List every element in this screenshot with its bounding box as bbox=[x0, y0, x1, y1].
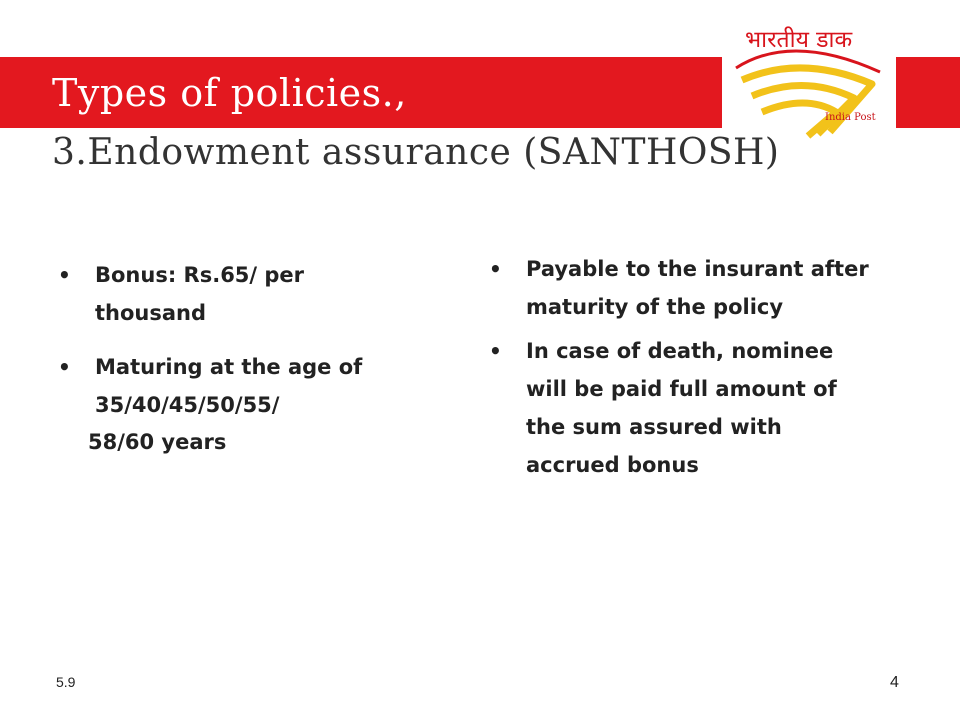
left-bullet-list bbox=[58, 256, 418, 440]
bullet-item bbox=[489, 332, 879, 484]
bullet-item bbox=[489, 250, 879, 326]
bullet-continuation: 58/60 years bbox=[88, 430, 227, 454]
bullet-text: Bonus: Rs.65/ per thousand bbox=[95, 263, 305, 325]
bullet-icon: • bbox=[58, 355, 71, 379]
slide-page-number: 4 bbox=[890, 674, 899, 691]
footer-section-number: 5.9 bbox=[56, 674, 76, 690]
bullet-text: In case of death, nominee will be paid full amount of the sum assured with accrued bonus bbox=[526, 339, 837, 477]
slide-title: Types of policies., bbox=[52, 71, 407, 115]
logo-hindi-text: भारतीय डाक bbox=[745, 27, 853, 53]
bullet-item bbox=[58, 256, 418, 332]
bullet-icon: • bbox=[58, 263, 71, 287]
bullet-text: Payable to the insurant after maturity of the policy bbox=[526, 257, 869, 319]
bullet-item bbox=[58, 348, 418, 424]
slide-subtitle: 3.Endowment assurance (SANTHOSH) bbox=[52, 132, 780, 173]
right-bullet-list bbox=[489, 250, 879, 490]
bullet-icon: • bbox=[489, 339, 502, 363]
logo-english-text: India Post bbox=[825, 112, 876, 123]
bullet-icon: • bbox=[489, 257, 502, 281]
bullet-text: Maturing at the age of 35/40/45/50/55/ bbox=[95, 355, 363, 417]
